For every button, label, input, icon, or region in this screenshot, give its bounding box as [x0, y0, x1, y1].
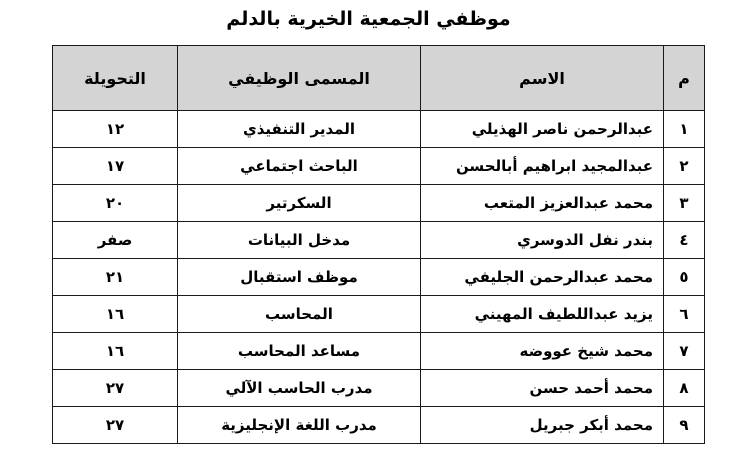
cell-extension: ٢٧	[53, 370, 178, 407]
table-row	[53, 333, 705, 370]
cell-job-title: المحاسب	[178, 296, 421, 333]
cell-job-title: مساعد المحاسب	[178, 333, 421, 370]
cell-name: محمد عبدالرحمن الجليفي	[421, 259, 664, 296]
cell-extension: ١٦	[53, 296, 178, 333]
cell-name: محمد عبدالعزيز المتعب	[421, 185, 664, 222]
staff-table	[52, 45, 705, 444]
cell-number: ٩	[664, 407, 705, 444]
cell-extension: ١٢	[53, 111, 178, 148]
cell-job-title: موظف استقبال	[178, 259, 421, 296]
table-row	[53, 111, 705, 148]
cell-job-title: المدير التنفيذي	[178, 111, 421, 148]
cell-extension: ١٧	[53, 148, 178, 185]
cell-name: عبدالرحمن ناصر الهذيلي	[421, 111, 664, 148]
cell-name: محمد أبكر جبريل	[421, 407, 664, 444]
table-row	[53, 259, 705, 296]
cell-job-title: الباحث اجتماعي	[178, 148, 421, 185]
cell-job-title: مدرب الحاسب الآلي	[178, 370, 421, 407]
column-header-job-title: المسمى الوظيفي	[178, 46, 421, 111]
column-header-number: م	[664, 46, 705, 111]
table-row	[53, 370, 705, 407]
table-header-row	[53, 46, 705, 111]
table-row	[53, 148, 705, 185]
cell-number: ٧	[664, 333, 705, 370]
cell-job-title: مدرب اللغة الإنجليزية	[178, 407, 421, 444]
table-row	[53, 296, 705, 333]
table-row	[53, 222, 705, 259]
cell-job-title: مدخل البيانات	[178, 222, 421, 259]
table-row	[53, 407, 705, 444]
cell-extension: ٢٧	[53, 407, 178, 444]
page-title: موظفي الجمعية الخيرية بالدلم	[226, 8, 511, 30]
cell-extension: ٢٠	[53, 185, 178, 222]
cell-name: عبدالمجيد ابراهيم أبالحسن	[421, 148, 664, 185]
cell-number: ٣	[664, 185, 705, 222]
cell-name: بندر نفل الدوسري	[421, 222, 664, 259]
cell-number: ٢	[664, 148, 705, 185]
cell-name: محمد أحمد حسن	[421, 370, 664, 407]
cell-extension: ١٦	[53, 333, 178, 370]
cell-number: ٦	[664, 296, 705, 333]
column-header-extension: التحويلة	[53, 46, 178, 111]
table-row	[53, 185, 705, 222]
cell-number: ٨	[664, 370, 705, 407]
cell-name: محمد شيخ عووضه	[421, 333, 664, 370]
cell-extension: ٢١	[53, 259, 178, 296]
column-header-name: الاسم	[421, 46, 664, 111]
cell-number: ٥	[664, 259, 705, 296]
cell-number: ١	[664, 111, 705, 148]
cell-extension: صفر	[53, 222, 178, 259]
cell-name: يزيد عبداللطيف المهيني	[421, 296, 664, 333]
cell-number: ٤	[664, 222, 705, 259]
cell-job-title: السكرتير	[178, 185, 421, 222]
